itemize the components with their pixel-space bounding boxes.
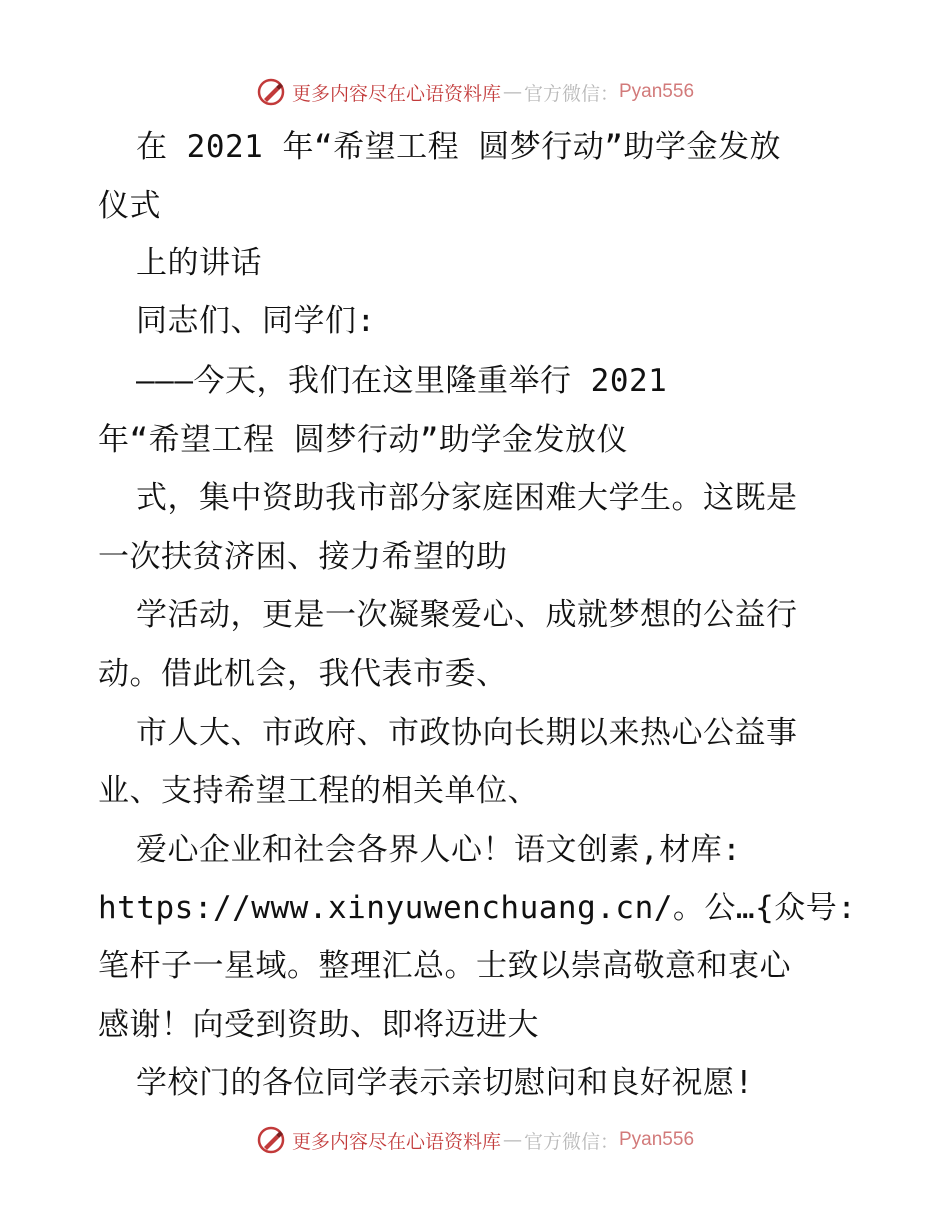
- banner-account: Pyan556: [619, 1129, 695, 1150]
- text-line: 笔杆子一星域。整理汇总。士致以崇高敬意和衷心: [98, 948, 791, 984]
- banner-dash: —: [502, 1129, 522, 1151]
- pen-logo-icon: [256, 1125, 286, 1155]
- banner-main-text: 更多内容尽在心语资料库: [291, 1130, 501, 1153]
- text-line: 年“希望工程 圆梦行动”助学金发放仪: [98, 422, 628, 458]
- footer-watermark-banner: [0, 1120, 950, 1160]
- text-line: 同志们、同学们:: [136, 303, 376, 339]
- banner-label: 官方微信：: [523, 1130, 619, 1153]
- text-line: 市人大、市政府、市政协向长期以来热心公益事: [136, 715, 798, 751]
- text-line: 业、支持希望工程的相关单位、: [98, 773, 539, 809]
- text-line: https://www.xinyuwenchuang.cn/。公…{众号:: [98, 890, 857, 926]
- text-line: 学校门的各位同学表示亲切慰问和良好祝愿!: [136, 1065, 754, 1101]
- text-line: 学活动，更是一次凝聚爱心、成就梦想的公益行: [136, 597, 798, 633]
- text-line: 一次扶贫济困、接力希望的助: [98, 539, 508, 575]
- text-line: 式，集中资助我市部分家庭困难大学生。这既是: [136, 480, 798, 516]
- banner-account: Pyan556: [619, 81, 695, 102]
- pen-logo-icon: [256, 77, 286, 107]
- text-line: 感谢！向受到资助、即将迈进大: [98, 1007, 539, 1043]
- text-line: ———今天，我们在这里隆重举行 2021: [136, 363, 668, 399]
- text-line: 爱心企业和社会各界人心！语文创素,材库:: [136, 832, 742, 868]
- banner-main-text: 更多内容尽在心语资料库: [291, 82, 501, 105]
- header-watermark-banner: [0, 72, 950, 112]
- text-line: 动。借此机会，我代表市委、: [98, 656, 508, 692]
- text-line: 上的讲话: [136, 245, 262, 281]
- text-line: 在 2021 年“希望工程 圆梦行动”助学金发放: [136, 129, 781, 165]
- text-line: 仪式: [98, 188, 161, 224]
- banner-dash: —: [502, 81, 522, 103]
- banner-label: 官方微信：: [523, 82, 619, 105]
